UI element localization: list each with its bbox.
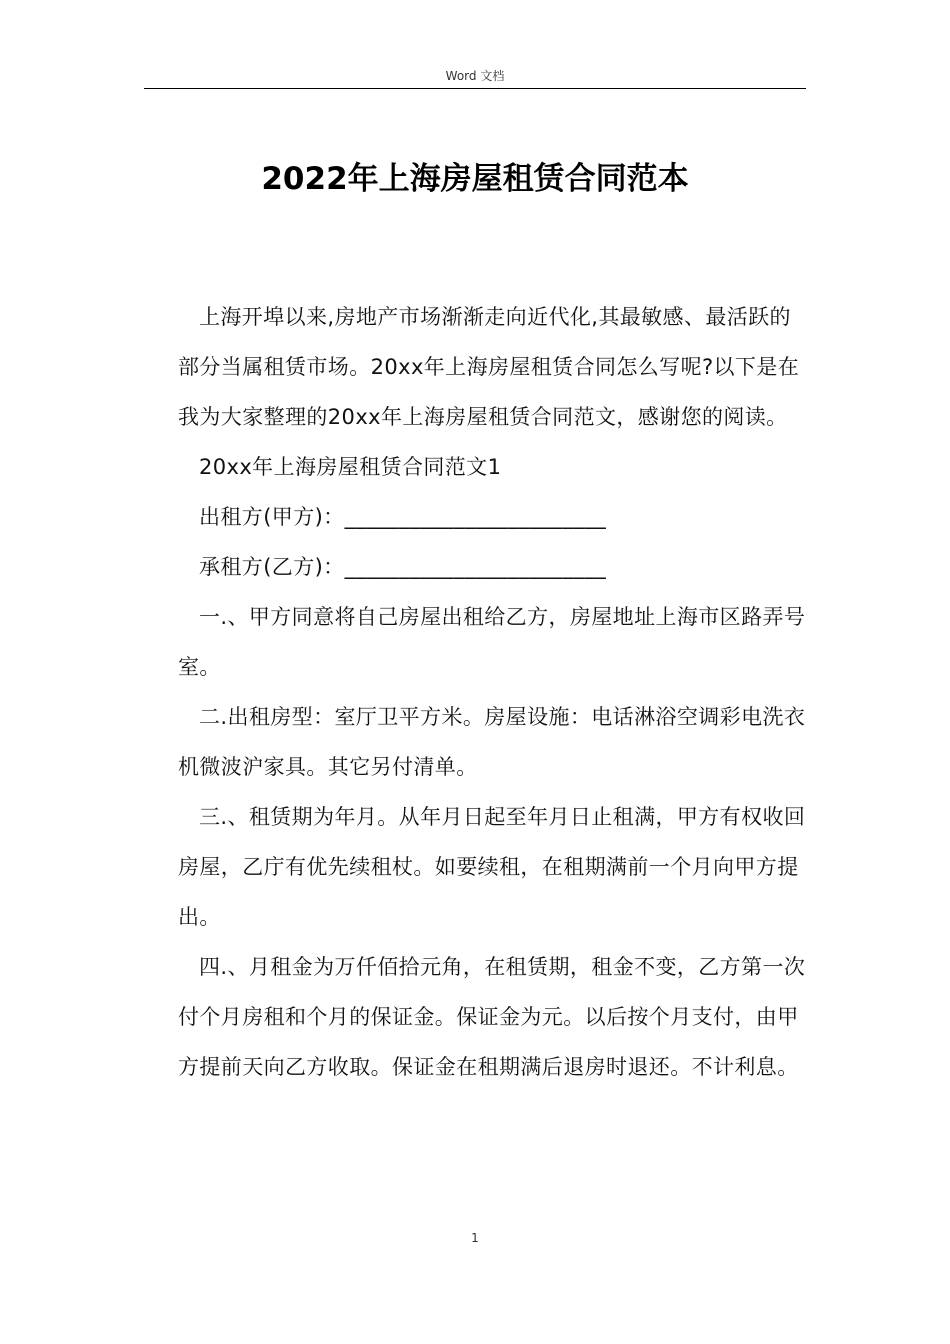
intro-paragraph: 上海开埠以来,房地产市场渐渐走向近代化,其最敏感、最活跃的部分当属租赁市场。20xx年上海房屋租赁合同怎么写呢?以下是在我为大家整理的20xx年上海房屋租赁合同范文，感谢您的阅读。 bbox=[178, 305, 800, 429]
contract-heading: 20xx年上海房屋租赁合同范文1 bbox=[199, 455, 502, 479]
header-label: Word 文档 bbox=[445, 69, 505, 83]
page-number: 1 bbox=[471, 1231, 479, 1245]
clause-four: 四.、月租金为万仟佰拾元角，在租赁期，租金不变，乙方第一次付个月房租和个月的保证金。保证金为元。以后按个月支付，由甲方提前天向乙方收取。保证金在租期满后退房时退还。不计利息。 bbox=[178, 955, 806, 1079]
clause-two: 二.出租房型：室厅卫平方米。房屋设施：电话淋浴空调彩电洗衣机微波沪家具。其它另付清单。 bbox=[178, 705, 806, 779]
document-body bbox=[178, 292, 808, 1092]
clause-one: 一.、甲方同意将自己房屋出租给乙方，房屋地址上海市区路弄号室。 bbox=[178, 605, 806, 679]
document-title: 2022年上海房屋租赁合同范本 bbox=[261, 161, 689, 197]
page-footer bbox=[144, 1228, 806, 1248]
lessee-line: 承租方(乙方)：________________________ bbox=[199, 555, 607, 579]
lessor-line: 出租方(甲方)：________________________ bbox=[199, 505, 607, 529]
page-header bbox=[144, 66, 806, 89]
clause-three: 三.、租赁期为年月。从年月日起至年月日止租满，甲方有权收回房屋，乙庁有优先续租杖。如要续租，在租期满前一个月向甲方提出。 bbox=[178, 805, 806, 929]
